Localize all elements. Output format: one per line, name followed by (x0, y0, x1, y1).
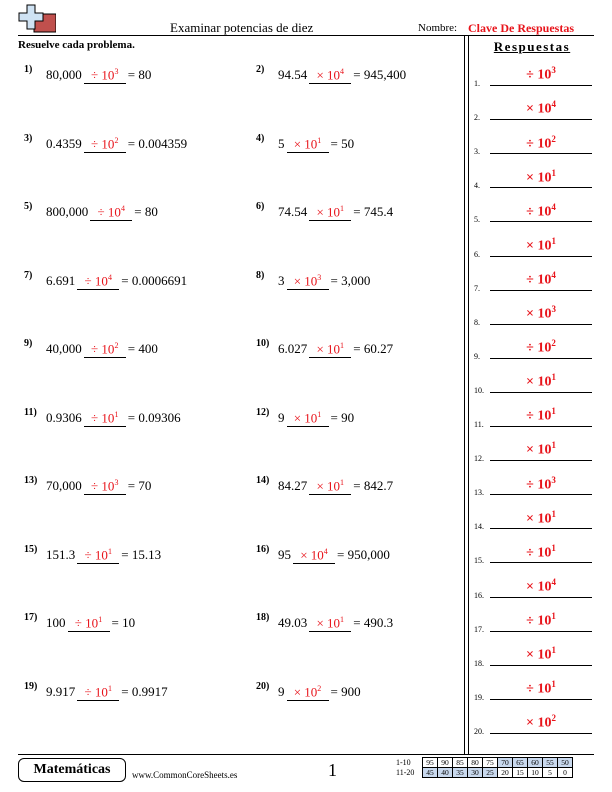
score-cell: 0 (558, 768, 573, 778)
subject-badge: Matemáticas (18, 758, 126, 782)
answer-exponent: 4 (551, 99, 556, 110)
problem-number: 4) (256, 132, 265, 144)
answer-row (474, 271, 592, 291)
score-cell: 80 (468, 758, 483, 768)
problem-number: 18) (256, 612, 270, 623)
problem-operand: 95 (278, 546, 291, 562)
answer-operator: × 10 (526, 374, 552, 390)
problem-expression (46, 612, 135, 632)
score-cell: 60 (528, 758, 543, 768)
answer-operator: × 10 (526, 511, 552, 527)
answer-blank[interactable] (309, 338, 351, 358)
blank-operator: ÷ 10 (84, 272, 108, 288)
problem-operand: 6.691 (46, 272, 76, 288)
blank-operator: ÷ 10 (84, 546, 108, 562)
instructions: Resuelve cada problema. (18, 39, 135, 51)
answer-number: 14. (474, 522, 484, 532)
answer-number: 6. (474, 249, 480, 259)
blank-operator: ÷ 10 (97, 204, 121, 220)
blank-exponent: 4 (323, 546, 328, 556)
problem-number: 20) (256, 680, 270, 692)
answer-row (474, 714, 592, 734)
answer-blank[interactable] (309, 64, 351, 84)
problem-operand: 84.27 (278, 478, 308, 494)
problem-operand: 5 (278, 135, 285, 151)
answer-exponent: 1 (551, 679, 556, 690)
score-cell: 95 (423, 758, 438, 768)
answer-blank[interactable] (309, 201, 351, 221)
problem-operand: 0.9306 (46, 409, 82, 425)
score-cell: 65 (513, 758, 528, 768)
problem-expression (278, 475, 393, 495)
answer-operator: × 10 (526, 647, 552, 663)
problem-result: = 0.9917 (121, 683, 168, 699)
answer-number: 4. (474, 181, 480, 191)
problem-number: 5) (24, 201, 33, 212)
problem-result: = 0.0006691 (121, 272, 188, 288)
problem-operand: 80,000 (46, 67, 82, 83)
problem-result: = 70 (127, 478, 152, 494)
blank-exponent: 1 (98, 615, 103, 624)
answer-blank[interactable] (84, 338, 126, 358)
score-cell: 55 (543, 758, 558, 768)
blank-operator: × 10 (316, 341, 341, 357)
answer-number: 11. (474, 420, 484, 429)
answer-row (474, 99, 592, 123)
problem-number: 3) (24, 132, 33, 144)
answer-operator: ÷ 10 (526, 272, 552, 288)
blank-exponent: 3 (114, 478, 119, 487)
answer-operator: × 10 (526, 715, 552, 731)
header-divider (18, 35, 594, 36)
answer-panel-divider (464, 36, 465, 754)
answer-value (490, 232, 592, 257)
blank-operator: × 10 (316, 204, 341, 220)
blank-exponent: 3 (114, 67, 119, 76)
answer-number: 3. (474, 147, 480, 157)
blank-exponent: 4 (120, 204, 125, 213)
answer-operator: × 10 (526, 306, 552, 322)
score-table (422, 757, 573, 778)
answer-blank[interactable] (84, 133, 126, 153)
problem-result: = 60.27 (353, 341, 394, 357)
problem-number: 19) (24, 680, 38, 692)
score-cell: 90 (438, 758, 453, 768)
answer-operator: × 10 (526, 579, 552, 595)
answer-exponent: 1 (551, 167, 556, 178)
answer-blank[interactable] (77, 681, 119, 701)
problem-operand: 70,000 (46, 478, 82, 494)
score-cell: 85 (453, 758, 468, 768)
problem-number: 6) (256, 201, 265, 212)
problem-expression (278, 612, 393, 632)
blank-exponent: 1 (107, 546, 112, 556)
problem-result: = 950,000 (337, 546, 390, 562)
answer-row (474, 339, 592, 359)
answer-value (490, 471, 592, 496)
problem-number: 13) (24, 475, 38, 486)
problem-result: = 900 (330, 683, 361, 699)
score-cell: 45 (423, 768, 438, 778)
answer-row (474, 407, 592, 427)
problem-number: 16) (256, 543, 270, 555)
problem-operand: 100 (46, 615, 66, 631)
answer-exponent: 4 (551, 201, 556, 212)
problem-number: 15) (24, 543, 38, 555)
worksheet-title: Examinar potencias de diez (170, 20, 314, 35)
answer-number: 1. (474, 79, 480, 88)
answer-exponent: 2 (551, 338, 556, 349)
problem-expression (46, 64, 151, 84)
answer-exponent: 1 (551, 372, 556, 383)
answer-number: 16. (474, 590, 484, 600)
answer-row (474, 542, 592, 566)
answer-number: 9. (474, 351, 480, 361)
answer-number: 19. (474, 692, 484, 702)
blank-exponent: 3 (317, 272, 322, 282)
answer-value (490, 164, 592, 189)
answer-operator: ÷ 10 (526, 340, 552, 356)
blank-exponent: 1 (317, 409, 322, 419)
answer-operator: ÷ 10 (526, 136, 552, 152)
answer-blank[interactable] (84, 407, 126, 427)
answer-exponent: 4 (551, 576, 556, 587)
problem-result: = 80 (134, 204, 158, 220)
answer-value (490, 130, 592, 155)
problem-number: 17) (24, 612, 38, 623)
problem-expression (278, 201, 393, 221)
blank-operator: × 10 (293, 683, 318, 699)
score-cell: 35 (453, 768, 468, 778)
answer-row (474, 373, 592, 393)
problem-number: 10) (256, 338, 270, 349)
problem-expression (46, 544, 161, 564)
problem-operand: 3 (278, 272, 285, 288)
problem-expression (278, 338, 393, 358)
answer-blank[interactable] (293, 544, 335, 564)
answer-blank[interactable] (287, 681, 329, 701)
problem-expression (278, 407, 354, 427)
problem-expression (278, 133, 354, 153)
score-cell: 10 (528, 768, 543, 778)
problem-expression (46, 407, 181, 427)
problem-expression (46, 270, 187, 290)
answer-blank[interactable] (287, 133, 329, 153)
blank-exponent: 2 (114, 135, 119, 145)
score-cell: 40 (438, 768, 453, 778)
problem-result: = 90 (330, 409, 355, 425)
name-label: Nombre: (418, 22, 458, 34)
site-url: www.CommonCoreSheets.es (132, 770, 238, 780)
answer-exponent: 1 (551, 508, 556, 519)
blank-exponent: 2 (114, 341, 119, 350)
problem-result: = 15.13 (121, 546, 162, 562)
answer-row (474, 201, 592, 225)
answer-number: 10. (474, 385, 484, 395)
answer-exponent: 1 (551, 406, 556, 417)
blank-operator: ÷ 10 (74, 615, 99, 631)
blank-exponent: 1 (317, 135, 322, 145)
problem-number: 12) (256, 406, 270, 418)
answer-value (490, 198, 592, 223)
problem-result: = 400 (127, 341, 158, 357)
answer-value (490, 368, 592, 393)
answer-operator: × 10 (526, 102, 552, 118)
answer-row (474, 167, 592, 191)
problem-operand: 9 (278, 683, 285, 699)
answer-value (490, 607, 592, 632)
answer-value (490, 334, 592, 359)
problem-expression (46, 133, 187, 153)
answer-exponent: 3 (551, 65, 556, 76)
answer-value (490, 505, 592, 530)
score-cell: 75 (483, 758, 498, 768)
answer-exponent: 4 (551, 269, 556, 280)
score-cell: 70 (498, 758, 513, 768)
answer-exponent: 1 (551, 542, 556, 553)
score-cell: 20 (498, 768, 513, 778)
answer-row (474, 578, 592, 598)
blank-operator: × 10 (316, 615, 341, 631)
problem-expression (278, 544, 390, 564)
problem-expression (278, 270, 370, 290)
score-label: 11-20 (396, 768, 415, 777)
answer-number: 2. (474, 113, 480, 123)
problem-number: 11) (24, 406, 37, 418)
problem-expression (46, 201, 158, 221)
answer-value (490, 402, 592, 427)
problem-number: 1) (24, 64, 33, 75)
problem-number: 2) (256, 64, 265, 75)
answer-row (474, 680, 592, 700)
problem-expression (278, 64, 406, 84)
problem-operand: 6.027 (278, 341, 308, 357)
blank-exponent: 1 (340, 341, 345, 350)
blank-exponent: 4 (107, 272, 112, 282)
answer-value (490, 641, 592, 666)
answer-operator: × 10 (526, 443, 552, 459)
problem-expression (46, 475, 151, 495)
problem-operand: 800,000 (46, 204, 89, 220)
blank-operator: × 10 (316, 478, 341, 494)
problem-operand: 9.917 (46, 683, 76, 699)
answer-number: 7. (474, 283, 480, 293)
score-cell: 15 (513, 768, 528, 778)
answer-value (490, 61, 592, 86)
answer-exponent: 2 (551, 713, 556, 724)
answer-number: 8. (474, 317, 480, 327)
blank-exponent: 4 (340, 67, 345, 76)
problem-expression (46, 681, 168, 701)
answer-operator: ÷ 10 (526, 545, 552, 561)
blank-operator: × 10 (316, 67, 341, 83)
answer-blank[interactable] (77, 270, 119, 290)
problem-number: 7) (24, 269, 33, 281)
answer-value (490, 573, 592, 598)
answer-value (490, 436, 592, 461)
answer-row (474, 646, 592, 666)
answer-operator: ÷ 10 (526, 613, 552, 629)
answer-exponent: 1 (551, 645, 556, 656)
answer-operator: ÷ 10 (526, 409, 552, 424)
answer-number: 17. (474, 624, 484, 634)
answer-number: 12. (474, 454, 484, 464)
blank-exponent: 1 (340, 615, 345, 624)
blank-operator: ÷ 10 (91, 341, 115, 357)
answer-row (474, 612, 592, 632)
problem-operand: 9 (278, 409, 285, 425)
score-row (423, 768, 573, 778)
answer-operator: × 10 (526, 238, 552, 254)
answer-blank[interactable] (84, 475, 126, 495)
problem-operand: 151.3 (46, 546, 76, 562)
problem-operand: 0.4359 (46, 135, 82, 151)
problem-result: = 80 (127, 67, 152, 83)
blank-exponent: 1 (114, 409, 119, 419)
problem-number: 14) (256, 475, 270, 486)
blank-operator: × 10 (293, 409, 318, 425)
answer-operator: ÷ 10 (526, 204, 552, 220)
problem-result: = 945,400 (353, 67, 407, 83)
blank-exponent: 1 (340, 204, 345, 213)
answer-number: 13. (474, 488, 484, 498)
blank-operator: ÷ 10 (91, 409, 115, 425)
blank-exponent: 2 (317, 683, 322, 693)
answer-exponent: 1 (551, 235, 556, 246)
blank-operator: ÷ 10 (91, 67, 115, 83)
answer-blank[interactable] (309, 475, 351, 495)
answer-blank[interactable] (68, 612, 110, 632)
problem-result: = 50 (330, 135, 355, 151)
answer-blank[interactable] (90, 201, 132, 221)
answer-row (474, 508, 592, 532)
problem-operand: 94.54 (278, 67, 308, 83)
answer-row (474, 440, 592, 464)
answer-value (490, 300, 592, 325)
answer-value (490, 266, 592, 291)
answer-number: 18. (474, 658, 484, 668)
problem-result: = 10 (111, 615, 136, 631)
answer-operator: ÷ 10 (526, 681, 552, 697)
blank-operator: ÷ 10 (91, 135, 115, 151)
blank-operator: × 10 (300, 546, 324, 562)
answer-value (490, 709, 592, 734)
answer-exponent: 1 (551, 610, 556, 621)
score-row (423, 758, 573, 768)
name-value: Clave De Respuestas (468, 21, 574, 35)
score-cell: 30 (468, 768, 483, 778)
problem-result: = 745.4 (353, 204, 394, 220)
score-cell: 5 (543, 768, 558, 778)
problem-number: 9) (24, 338, 33, 349)
blank-exponent: 1 (107, 683, 112, 693)
answer-exponent: 3 (551, 304, 556, 315)
blank-operator: ÷ 10 (84, 683, 108, 699)
answer-blank[interactable] (309, 612, 351, 632)
problem-result: = 842.7 (353, 478, 394, 494)
answer-blank[interactable] (287, 270, 329, 290)
problem-expression (278, 681, 361, 701)
problem-result: = 0.004359 (127, 135, 188, 151)
problem-expression (46, 338, 158, 358)
answer-number: 20. (474, 726, 484, 736)
answer-row (474, 237, 592, 257)
answer-blank[interactable] (287, 407, 329, 427)
problem-number: 8) (256, 269, 265, 281)
plus-minus-logo-icon (18, 4, 56, 34)
answer-exponent: 3 (551, 474, 556, 485)
blank-operator: × 10 (293, 135, 318, 151)
blank-operator: × 10 (293, 272, 318, 288)
answer-operator: ÷ 10 (526, 68, 552, 83)
answers-heading: Respuestas (493, 39, 571, 54)
blank-operator: ÷ 10 (91, 478, 115, 494)
answer-operator: × 10 (526, 170, 552, 186)
score-cell: 50 (558, 758, 573, 768)
answer-number: 5. (474, 215, 480, 225)
score-cell: 25 (483, 768, 498, 778)
problem-operand: 49.03 (278, 615, 308, 631)
answer-number: 15. (474, 556, 484, 566)
answer-row (474, 474, 592, 498)
answer-exponent: 2 (551, 133, 556, 144)
answer-blank[interactable] (84, 64, 126, 84)
answer-blank[interactable] (77, 544, 119, 564)
problem-result: = 0.09306 (127, 409, 181, 425)
problem-operand: 40,000 (46, 341, 82, 357)
problem-result: = 490.3 (353, 615, 394, 631)
answer-row (474, 305, 592, 325)
score-row-labels (396, 758, 414, 778)
answer-operator: ÷ 10 (526, 477, 552, 493)
answer-panel-divider (468, 36, 469, 754)
answer-value (490, 675, 592, 700)
problem-result: = 3,000 (330, 272, 371, 288)
page-number: 1 (328, 760, 337, 780)
answer-row (474, 133, 592, 157)
score-label: 1-10 (396, 758, 411, 767)
problem-operand: 74.54 (278, 204, 308, 220)
answer-value (490, 539, 592, 564)
blank-exponent: 1 (340, 478, 345, 487)
footer-divider (18, 754, 594, 755)
answer-exponent: 1 (551, 440, 556, 451)
answer-value (490, 95, 592, 120)
answer-row (474, 66, 592, 86)
